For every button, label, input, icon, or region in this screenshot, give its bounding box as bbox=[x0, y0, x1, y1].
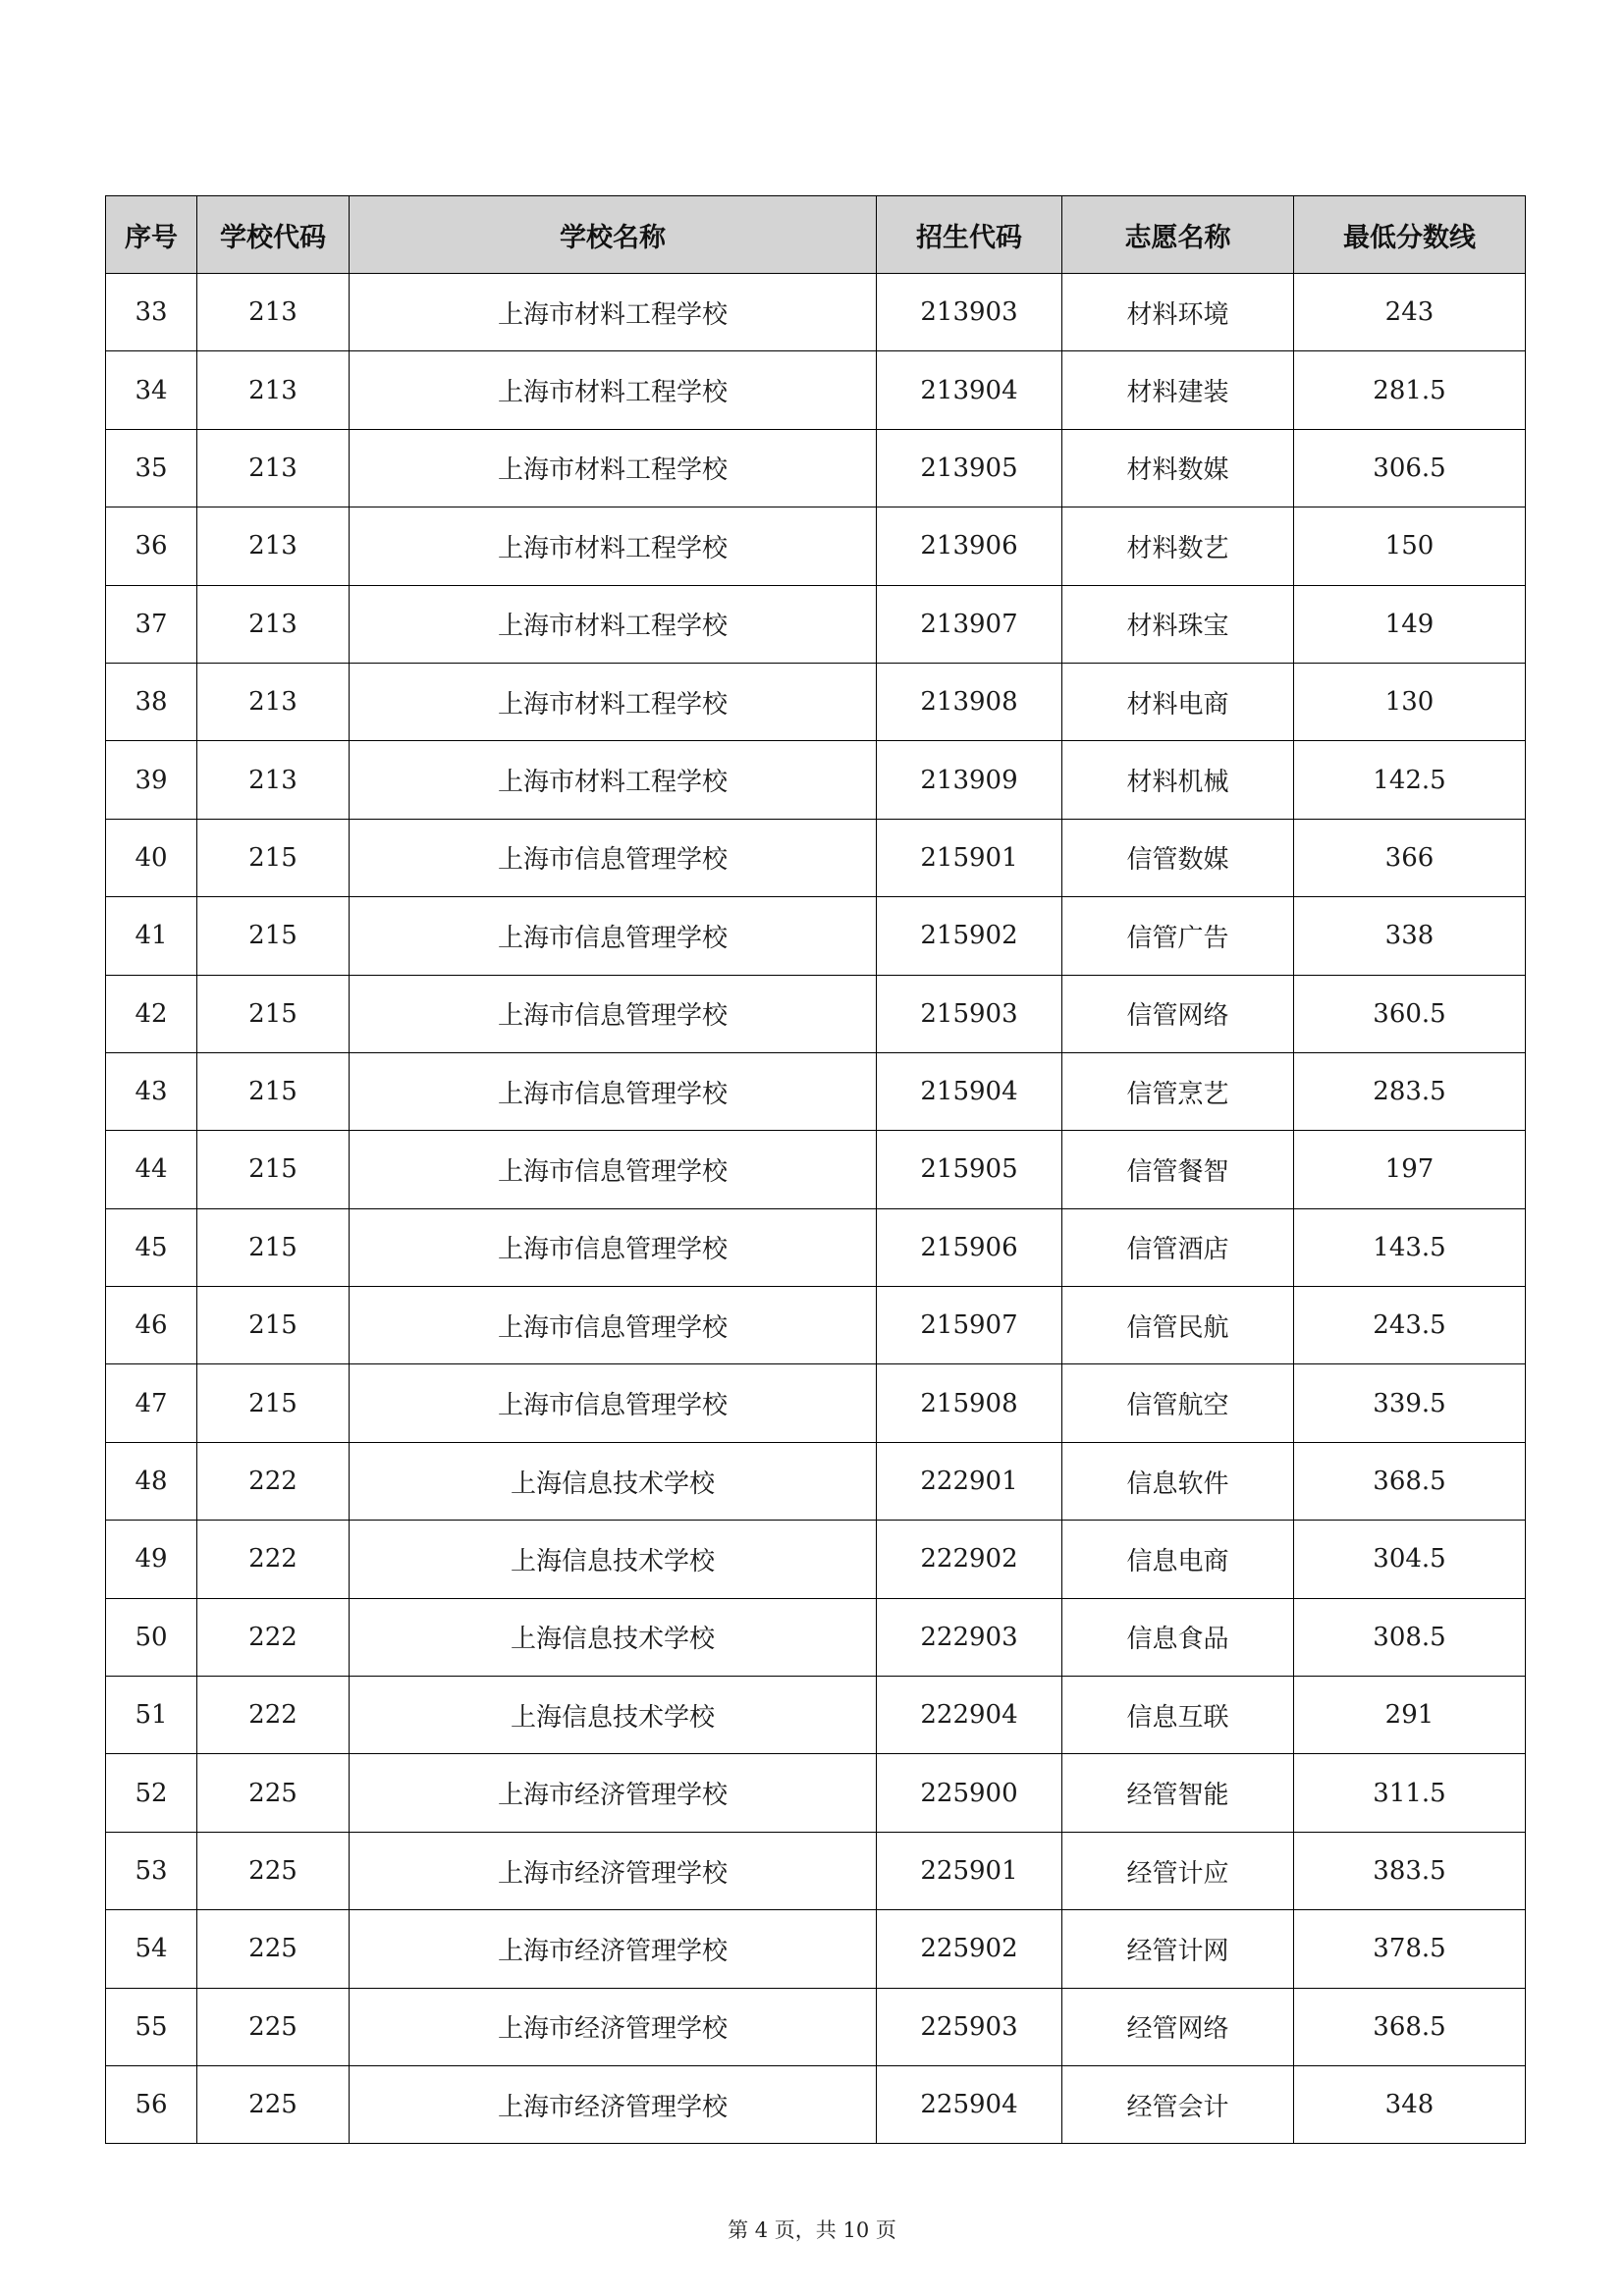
cell-min-score: 348 bbox=[1294, 2065, 1526, 2143]
cell-min-score: 366 bbox=[1294, 819, 1526, 896]
cell-school-code: 213 bbox=[197, 585, 350, 663]
cell-major-name: 信息电商 bbox=[1062, 1521, 1294, 1598]
cell-school-name: 上海市经济管理学校 bbox=[350, 2065, 877, 2143]
table-row bbox=[106, 897, 1526, 975]
table-row bbox=[106, 1208, 1526, 1286]
cell-enroll-code: 215907 bbox=[877, 1287, 1062, 1364]
table-row bbox=[106, 1832, 1526, 1909]
cell-index: 37 bbox=[106, 585, 197, 663]
cell-min-score: 311.5 bbox=[1294, 1754, 1526, 1832]
cell-index: 34 bbox=[106, 351, 197, 429]
cell-enroll-code: 225902 bbox=[877, 1910, 1062, 1988]
cell-min-score: 149 bbox=[1294, 585, 1526, 663]
cell-school-name: 上海信息技术学校 bbox=[350, 1442, 877, 1520]
cell-school-code: 213 bbox=[197, 351, 350, 429]
cell-index: 36 bbox=[106, 507, 197, 585]
cell-enroll-code: 215905 bbox=[877, 1131, 1062, 1208]
cell-enroll-code: 222902 bbox=[877, 1521, 1062, 1598]
cell-min-score: 197 bbox=[1294, 1131, 1526, 1208]
cell-enroll-code: 222903 bbox=[877, 1598, 1062, 1676]
cell-school-name: 上海市信息管理学校 bbox=[350, 819, 877, 896]
cell-index: 53 bbox=[106, 1832, 197, 1909]
table-row bbox=[106, 1598, 1526, 1676]
cell-school-code: 225 bbox=[197, 1988, 350, 2065]
cell-index: 39 bbox=[106, 741, 197, 819]
cell-index: 42 bbox=[106, 975, 197, 1052]
cell-major-name: 材料数艺 bbox=[1062, 507, 1294, 585]
table-row bbox=[106, 1052, 1526, 1130]
cell-school-code: 222 bbox=[197, 1677, 350, 1754]
cell-school-name: 上海市材料工程学校 bbox=[350, 429, 877, 507]
cell-school-code: 213 bbox=[197, 429, 350, 507]
cell-school-name: 上海信息技术学校 bbox=[350, 1598, 877, 1676]
header-row bbox=[106, 196, 1526, 274]
cell-school-name: 上海市信息管理学校 bbox=[350, 897, 877, 975]
cell-enroll-code: 215903 bbox=[877, 975, 1062, 1052]
cell-school-code: 215 bbox=[197, 975, 350, 1052]
table-row bbox=[106, 1287, 1526, 1364]
table-row bbox=[106, 507, 1526, 585]
cell-index: 44 bbox=[106, 1131, 197, 1208]
cell-min-score: 378.5 bbox=[1294, 1910, 1526, 1988]
cell-major-name: 经管计网 bbox=[1062, 1910, 1294, 1988]
cell-min-score: 306.5 bbox=[1294, 429, 1526, 507]
cell-school-name: 上海市材料工程学校 bbox=[350, 274, 877, 351]
table-row bbox=[106, 975, 1526, 1052]
cell-school-code: 222 bbox=[197, 1598, 350, 1676]
header-min-score: 最低分数线 bbox=[1294, 196, 1526, 274]
cell-min-score: 130 bbox=[1294, 663, 1526, 740]
cell-enroll-code: 225900 bbox=[877, 1754, 1062, 1832]
cell-enroll-code: 225903 bbox=[877, 1988, 1062, 2065]
cell-school-name: 上海市材料工程学校 bbox=[350, 585, 877, 663]
cell-index: 47 bbox=[106, 1364, 197, 1442]
cell-enroll-code: 213905 bbox=[877, 429, 1062, 507]
header-major-name: 志愿名称 bbox=[1062, 196, 1294, 274]
cell-school-code: 213 bbox=[197, 663, 350, 740]
cell-enroll-code: 215906 bbox=[877, 1208, 1062, 1286]
cell-school-code: 213 bbox=[197, 741, 350, 819]
table-row bbox=[106, 429, 1526, 507]
cell-school-code: 215 bbox=[197, 1208, 350, 1286]
cell-school-name: 上海市信息管理学校 bbox=[350, 1287, 877, 1364]
cell-major-name: 信管酒店 bbox=[1062, 1208, 1294, 1286]
cell-school-code: 215 bbox=[197, 1052, 350, 1130]
table-row bbox=[106, 1988, 1526, 2065]
cell-school-name: 上海市经济管理学校 bbox=[350, 1910, 877, 1988]
cell-enroll-code: 213907 bbox=[877, 585, 1062, 663]
cell-index: 52 bbox=[106, 1754, 197, 1832]
cell-major-name: 信息食品 bbox=[1062, 1598, 1294, 1676]
cell-school-code: 215 bbox=[197, 1364, 350, 1442]
cell-min-score: 283.5 bbox=[1294, 1052, 1526, 1130]
table-row bbox=[106, 274, 1526, 351]
cell-index: 50 bbox=[106, 1598, 197, 1676]
cell-school-name: 上海市材料工程学校 bbox=[350, 663, 877, 740]
header-school-name: 学校名称 bbox=[350, 196, 877, 274]
table-row bbox=[106, 1442, 1526, 1520]
cell-school-name: 上海市信息管理学校 bbox=[350, 1364, 877, 1442]
cell-school-name: 上海市材料工程学校 bbox=[350, 741, 877, 819]
cell-min-score: 383.5 bbox=[1294, 1832, 1526, 1909]
cell-index: 40 bbox=[106, 819, 197, 896]
cell-school-name: 上海市材料工程学校 bbox=[350, 351, 877, 429]
cell-min-score: 150 bbox=[1294, 507, 1526, 585]
cell-major-name: 信管航空 bbox=[1062, 1364, 1294, 1442]
table-row bbox=[106, 585, 1526, 663]
cell-min-score: 339.5 bbox=[1294, 1364, 1526, 1442]
page-footer: 第 4 页，共 10 页 bbox=[728, 2218, 896, 2242]
cell-enroll-code: 222901 bbox=[877, 1442, 1062, 1520]
cell-major-name: 信管网络 bbox=[1062, 975, 1294, 1052]
cell-school-code: 225 bbox=[197, 1910, 350, 1988]
cell-min-score: 281.5 bbox=[1294, 351, 1526, 429]
cell-enroll-code: 213906 bbox=[877, 507, 1062, 585]
cell-school-name: 上海市信息管理学校 bbox=[350, 1131, 877, 1208]
cell-major-name: 信管民航 bbox=[1062, 1287, 1294, 1364]
cell-major-name: 信息互联 bbox=[1062, 1677, 1294, 1754]
cell-major-name: 信管数媒 bbox=[1062, 819, 1294, 896]
cell-min-score: 143.5 bbox=[1294, 1208, 1526, 1286]
cell-school-code: 222 bbox=[197, 1521, 350, 1598]
cell-school-name: 上海市经济管理学校 bbox=[350, 1988, 877, 2065]
cell-school-name: 上海市信息管理学校 bbox=[350, 1052, 877, 1130]
cell-min-score: 308.5 bbox=[1294, 1598, 1526, 1676]
cell-min-score: 360.5 bbox=[1294, 975, 1526, 1052]
cell-major-name: 材料数媒 bbox=[1062, 429, 1294, 507]
cell-major-name: 材料环境 bbox=[1062, 274, 1294, 351]
cell-index: 51 bbox=[106, 1677, 197, 1754]
cell-enroll-code: 213909 bbox=[877, 741, 1062, 819]
cell-enroll-code: 215908 bbox=[877, 1364, 1062, 1442]
cell-major-name: 信息软件 bbox=[1062, 1442, 1294, 1520]
cell-major-name: 经管计应 bbox=[1062, 1832, 1294, 1909]
cell-major-name: 材料机械 bbox=[1062, 741, 1294, 819]
cell-major-name: 经管智能 bbox=[1062, 1754, 1294, 1832]
cell-school-name: 上海市信息管理学校 bbox=[350, 975, 877, 1052]
cell-major-name: 经管会计 bbox=[1062, 2065, 1294, 2143]
cell-major-name: 信管广告 bbox=[1062, 897, 1294, 975]
cell-index: 35 bbox=[106, 429, 197, 507]
cell-major-name: 材料珠宝 bbox=[1062, 585, 1294, 663]
table-row bbox=[106, 1364, 1526, 1442]
cell-school-code: 215 bbox=[197, 1287, 350, 1364]
cell-school-code: 225 bbox=[197, 1754, 350, 1832]
cell-enroll-code: 215904 bbox=[877, 1052, 1062, 1130]
cell-index: 45 bbox=[106, 1208, 197, 1286]
cell-school-code: 222 bbox=[197, 1442, 350, 1520]
cell-school-code: 215 bbox=[197, 897, 350, 975]
cell-school-code: 215 bbox=[197, 1131, 350, 1208]
table-row bbox=[106, 741, 1526, 819]
cell-min-score: 338 bbox=[1294, 897, 1526, 975]
cell-index: 56 bbox=[106, 2065, 197, 2143]
table-row bbox=[106, 663, 1526, 740]
cell-min-score: 243 bbox=[1294, 274, 1526, 351]
cell-school-name: 上海信息技术学校 bbox=[350, 1677, 877, 1754]
cell-school-code: 225 bbox=[197, 1832, 350, 1909]
table-row bbox=[106, 351, 1526, 429]
table-row bbox=[106, 819, 1526, 896]
cell-enroll-code: 222904 bbox=[877, 1677, 1062, 1754]
cell-min-score: 368.5 bbox=[1294, 1988, 1526, 2065]
cell-school-name: 上海市材料工程学校 bbox=[350, 507, 877, 585]
cell-enroll-code: 213904 bbox=[877, 351, 1062, 429]
cell-enroll-code: 213903 bbox=[877, 274, 1062, 351]
cell-min-score: 304.5 bbox=[1294, 1521, 1526, 1598]
cell-major-name: 经管网络 bbox=[1062, 1988, 1294, 2065]
cell-school-name: 上海市经济管理学校 bbox=[350, 1754, 877, 1832]
table-row bbox=[106, 1910, 1526, 1988]
table-row bbox=[106, 1677, 1526, 1754]
cell-enroll-code: 215901 bbox=[877, 819, 1062, 896]
cell-school-code: 213 bbox=[197, 274, 350, 351]
cell-index: 49 bbox=[106, 1521, 197, 1598]
cell-major-name: 信管烹艺 bbox=[1062, 1052, 1294, 1130]
cell-index: 33 bbox=[106, 274, 197, 351]
cell-min-score: 142.5 bbox=[1294, 741, 1526, 819]
score-table bbox=[105, 195, 1526, 2144]
cell-school-name: 上海信息技术学校 bbox=[350, 1521, 877, 1598]
cell-school-code: 215 bbox=[197, 819, 350, 896]
cell-index: 46 bbox=[106, 1287, 197, 1364]
cell-school-name: 上海市经济管理学校 bbox=[350, 1832, 877, 1909]
cell-min-score: 291 bbox=[1294, 1677, 1526, 1754]
cell-index: 54 bbox=[106, 1910, 197, 1988]
table-row bbox=[106, 1754, 1526, 1832]
cell-index: 48 bbox=[106, 1442, 197, 1520]
cell-index: 43 bbox=[106, 1052, 197, 1130]
table-row bbox=[106, 1131, 1526, 1208]
cell-enroll-code: 213908 bbox=[877, 663, 1062, 740]
header-index: 序号 bbox=[106, 196, 197, 274]
cell-major-name: 信管餐智 bbox=[1062, 1131, 1294, 1208]
cell-min-score: 243.5 bbox=[1294, 1287, 1526, 1364]
table-row bbox=[106, 2065, 1526, 2143]
cell-index: 55 bbox=[106, 1988, 197, 2065]
cell-min-score: 368.5 bbox=[1294, 1442, 1526, 1520]
cell-major-name: 材料建装 bbox=[1062, 351, 1294, 429]
cell-enroll-code: 225901 bbox=[877, 1832, 1062, 1909]
cell-enroll-code: 215902 bbox=[877, 897, 1062, 975]
cell-index: 38 bbox=[106, 663, 197, 740]
cell-school-name: 上海市信息管理学校 bbox=[350, 1208, 877, 1286]
header-enroll-code: 招生代码 bbox=[877, 196, 1062, 274]
cell-major-name: 材料电商 bbox=[1062, 663, 1294, 740]
table-header bbox=[106, 196, 1526, 274]
header-school-code: 学校代码 bbox=[197, 196, 350, 274]
cell-index: 41 bbox=[106, 897, 197, 975]
table-row bbox=[106, 1521, 1526, 1598]
table-body bbox=[106, 274, 1526, 2144]
cell-school-code: 225 bbox=[197, 2065, 350, 2143]
cell-school-code: 213 bbox=[197, 507, 350, 585]
cell-enroll-code: 225904 bbox=[877, 2065, 1062, 2143]
